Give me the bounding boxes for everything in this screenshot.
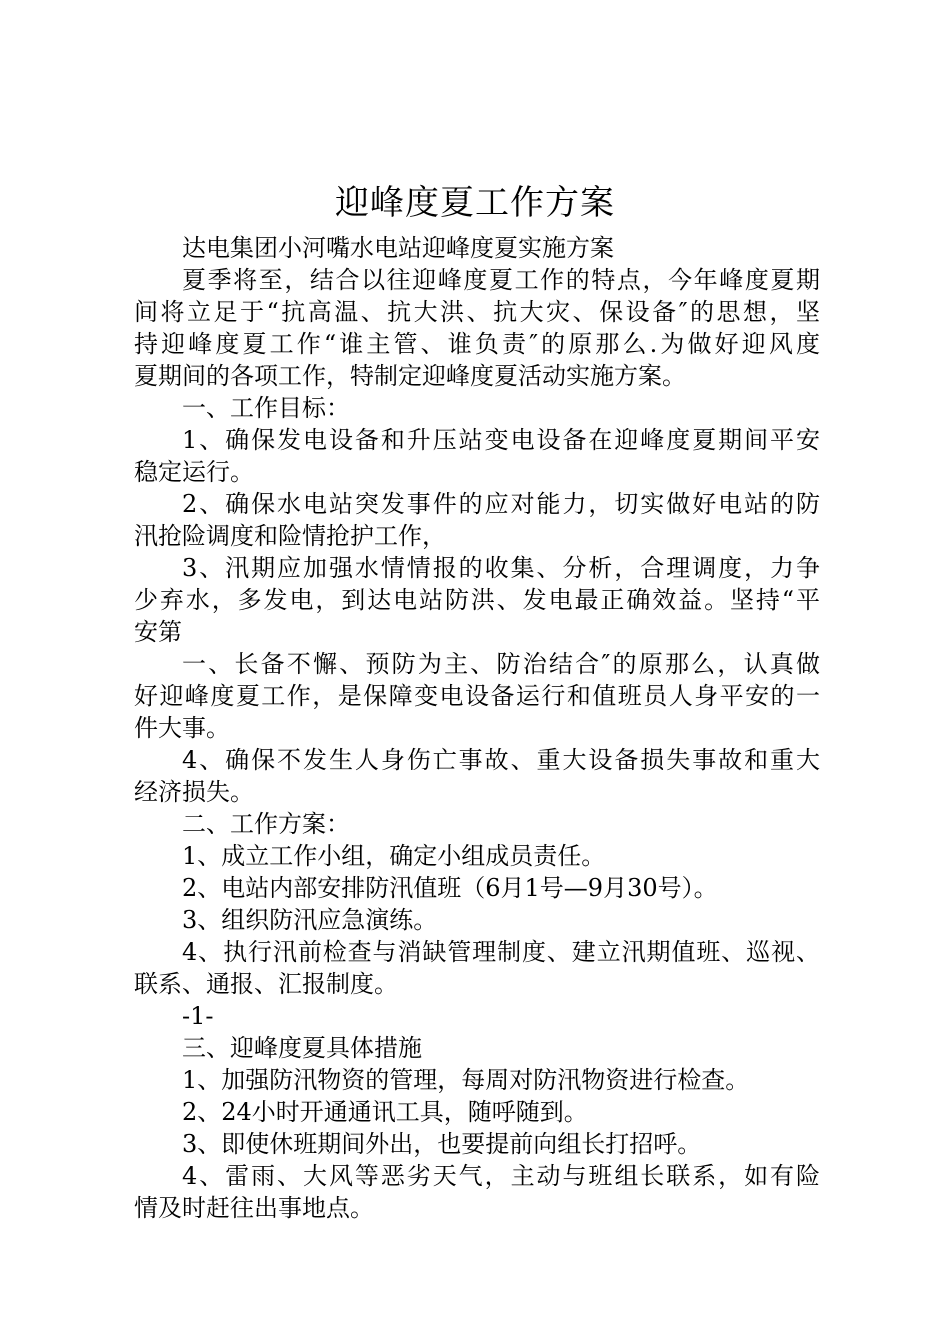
paragraph-line: 夏季将至，结合以往迎峰度夏工作的特点，今年峰度夏期 xyxy=(182,266,820,294)
paragraph-line: 4、雷雨、大风等恶劣天气，主动与班组长联系，如有险 xyxy=(182,1162,820,1190)
paragraph-line: 3、即使休班期间外出，也要提前向组长打招呼。 xyxy=(182,1130,702,1158)
paragraph-line: 间将立足于“抗高温、抗大洪、抗大灾、保设备″的思想，坚 xyxy=(134,298,820,326)
paragraph-line: 持迎峰度夏工作“谁主管、谁负责″的原那么.为做好迎风度 xyxy=(134,330,820,358)
paragraph-line: 夏期间的各项工作，特制定迎峰度夏活动实施方案。 xyxy=(134,362,686,390)
subtitle-line: 达电集团小河嘴水电站迎峰度夏实施方案 xyxy=(182,234,614,262)
section-heading: 三、迎峰度夏具体措施 xyxy=(182,1034,422,1062)
paragraph-line: 安第 xyxy=(134,618,182,646)
paragraph-line: 经济损失。 xyxy=(134,778,254,806)
paragraph-line: 联系、通报、汇报制度。 xyxy=(134,970,398,998)
paragraph-line: 少弃水，多发电，到达电站防洪、发电最正确效益。坚持“平 xyxy=(134,586,820,614)
paragraph-line: 2、确保水电站突发事件的应对能力，切实做好电站的防 xyxy=(182,490,820,518)
paragraph-line: 2、24小时开通通讯工具，随呼随到。 xyxy=(182,1098,588,1126)
section-heading: 二、工作方案： xyxy=(182,810,350,838)
paragraph-line: 3、组织防汛应急演练。 xyxy=(182,906,438,934)
paragraph-line: 汛抢险调度和险情抢护工作， xyxy=(134,522,446,550)
paragraph-line: 件大事。 xyxy=(134,714,230,742)
paragraph-line: 1、成立工作小组，确定小组成员责任。 xyxy=(182,842,606,870)
paragraph-line: 4、执行汛前检查与消缺管理制度、建立汛期值班、巡视、 xyxy=(182,938,820,966)
paragraph-line: 稳定运行。 xyxy=(134,458,254,486)
paragraph-line: 情及时赶往出事地点。 xyxy=(134,1194,374,1222)
paragraph-line: 3、汛期应加强水情情报的收集、分析，合理调度，力争 xyxy=(182,554,820,582)
page-number: -1- xyxy=(182,1002,214,1030)
paragraph-line: 1、确保发电设备和升压站变电设备在迎峰度夏期间平安 xyxy=(182,426,820,454)
paragraph-line: 1、加强防汛物资的管理，每周对防汛物资进行检查。 xyxy=(182,1066,750,1094)
paragraph-line: 4、确保不发生人身伤亡事故、重大设备损失事故和重大 xyxy=(182,746,820,774)
section-heading: 一、工作目标： xyxy=(182,394,350,422)
paragraph-line: 好迎峰度夏工作，是保障变电设备运行和值班员人身平安的一 xyxy=(134,682,820,710)
document-title: 迎峰度夏工作方案 xyxy=(335,183,615,223)
paragraph-line: 2、电站内部安排防汛值班（6月1号—9月30号）。 xyxy=(182,874,718,902)
paragraph-line: 一、长备不懈、预防为主、防治结合″的原那么，认真做 xyxy=(182,650,820,678)
